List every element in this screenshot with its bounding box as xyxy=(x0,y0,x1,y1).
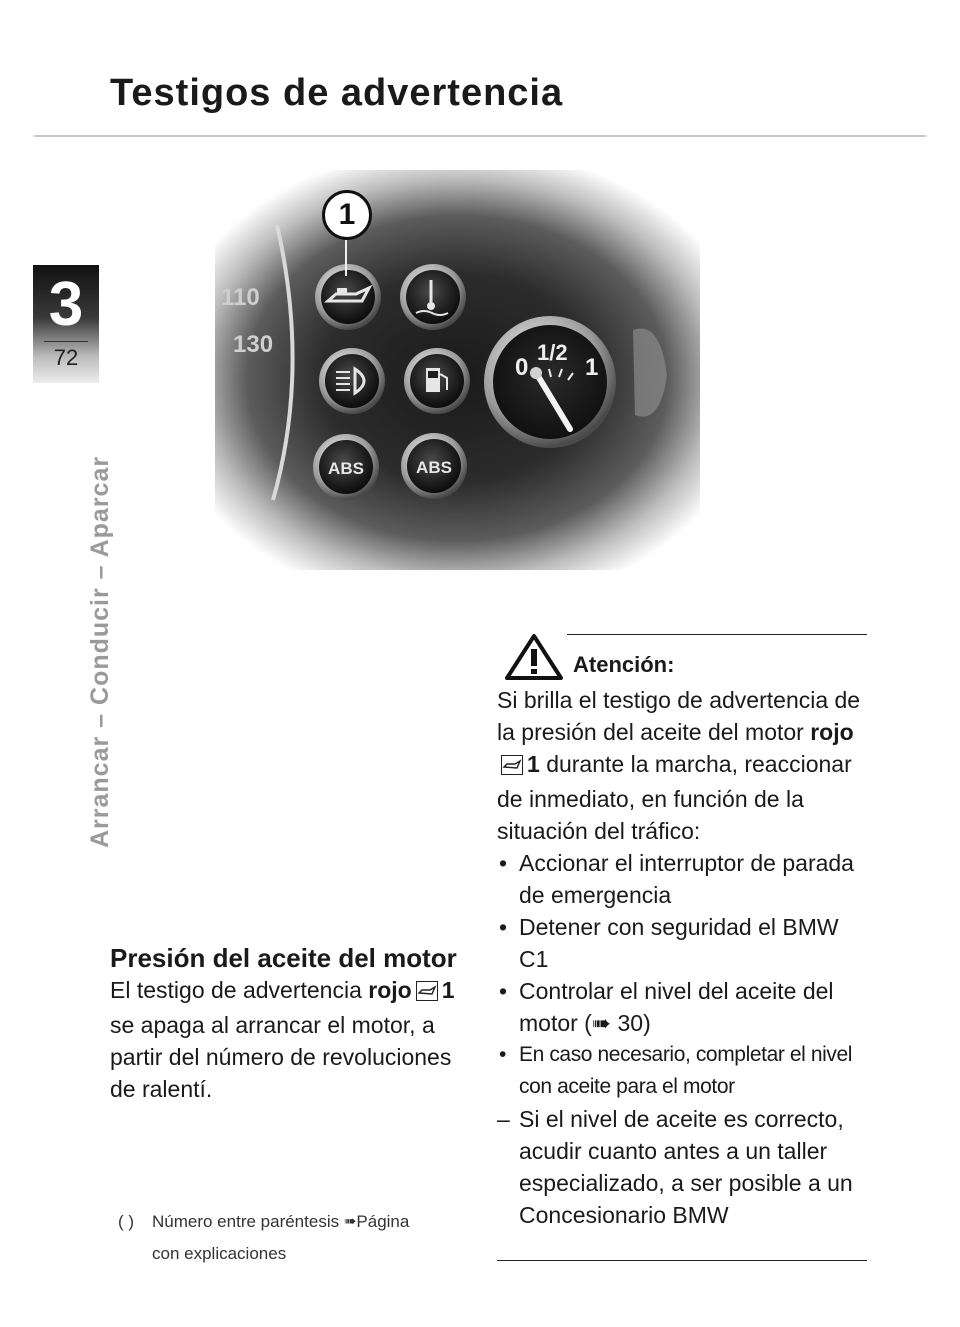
warning-rule-top xyxy=(567,634,867,635)
dash-glyph: – xyxy=(497,1106,510,1132)
body-text: Si brilla el testigo de advertencia de la presión del aceite del motor xyxy=(497,687,861,745)
body-text: se apaga al arrancar el motor, a partir del número de revoluciones de ralentí. xyxy=(110,1012,452,1102)
headlight-lamp xyxy=(319,348,385,414)
footnote-paren: ( ) xyxy=(118,1212,135,1231)
page-title: Testigos de advertencia xyxy=(110,72,564,114)
abs-label: ABS xyxy=(416,458,452,477)
title-divider xyxy=(34,135,926,137)
gauge-label-full: 1 xyxy=(585,354,599,381)
list-item: • Accionar el interruptor de parada de emergencia xyxy=(497,847,867,911)
list-item: • Detener con seguridad el BMW C1 xyxy=(497,911,867,975)
page-number: 72 xyxy=(53,345,79,370)
oil-lamp-icon xyxy=(501,751,523,783)
list-item: • En caso necesario, completar el nivel con aceite para el motor xyxy=(497,1039,867,1103)
abs-lamp xyxy=(313,434,379,500)
oil-lamp-icon xyxy=(416,977,438,1009)
abs-lamp xyxy=(401,433,467,499)
list-item: • Controlar el nivel del aceite del motor (➠ 30) xyxy=(497,975,867,1039)
fuel-reserve-lamp xyxy=(404,348,470,414)
body-text: durante la marcha, reaccionar de inmediato, en función de la situación del tráfico: xyxy=(497,751,852,844)
gauge-label-empty: 0 xyxy=(515,354,529,381)
speedo-label: 130 xyxy=(233,331,274,358)
body-text: El testigo de advertencia xyxy=(110,977,362,1003)
instrument-panel-illustration xyxy=(215,170,700,570)
ref-number: 1 xyxy=(441,977,455,1003)
chapter-divider xyxy=(44,341,88,342)
dash-list-item xyxy=(497,1103,867,1231)
warning-triangle-icon xyxy=(505,634,563,680)
coolant-temperature-lamp xyxy=(400,264,466,330)
fuel-gauge xyxy=(484,316,616,448)
chapter-tab xyxy=(33,265,99,383)
bold-text: rojo xyxy=(810,719,854,745)
footnote-text: con explicaciones xyxy=(152,1244,287,1263)
oil-pressure-section xyxy=(110,942,480,1105)
section-heading: Presión del aceite del motor xyxy=(110,943,457,973)
section-title-vertical: Arrancar – Conducir – Aparcar xyxy=(86,455,114,848)
oil-pressure-lamp xyxy=(315,264,381,330)
body-text: Si el nivel de aceite es correcto, acudir cuanto antes a un taller especializado, a ser posible a un Concesionario BMW xyxy=(519,1106,853,1228)
callout-leader-line xyxy=(345,240,347,276)
bold-text: rojo xyxy=(368,977,412,1003)
speedo-label: 110 xyxy=(221,284,260,311)
warning-heading: Atención: xyxy=(573,652,675,677)
callout-number: 1 xyxy=(322,190,372,240)
ref-number: 1 xyxy=(527,751,540,777)
warning-header xyxy=(505,634,675,680)
section-body xyxy=(110,974,480,1105)
warning-body xyxy=(497,684,867,1231)
abs-label: ABS xyxy=(328,459,364,478)
warning-intro xyxy=(497,684,867,847)
gauge-label-half: 1/2 xyxy=(537,340,568,365)
instrument-panel-photo xyxy=(215,170,700,570)
footnote xyxy=(118,1206,488,1270)
footnote-text: Página xyxy=(356,1212,410,1231)
warning-rule-bottom xyxy=(497,1260,867,1261)
footnote-line xyxy=(118,1206,488,1238)
chapter-number: 3 xyxy=(48,270,84,339)
arrow-icon: ➠ xyxy=(343,1213,357,1230)
warning-bullet-list xyxy=(497,847,867,1103)
footnote-text: Número entre paréntesis xyxy=(152,1212,340,1231)
